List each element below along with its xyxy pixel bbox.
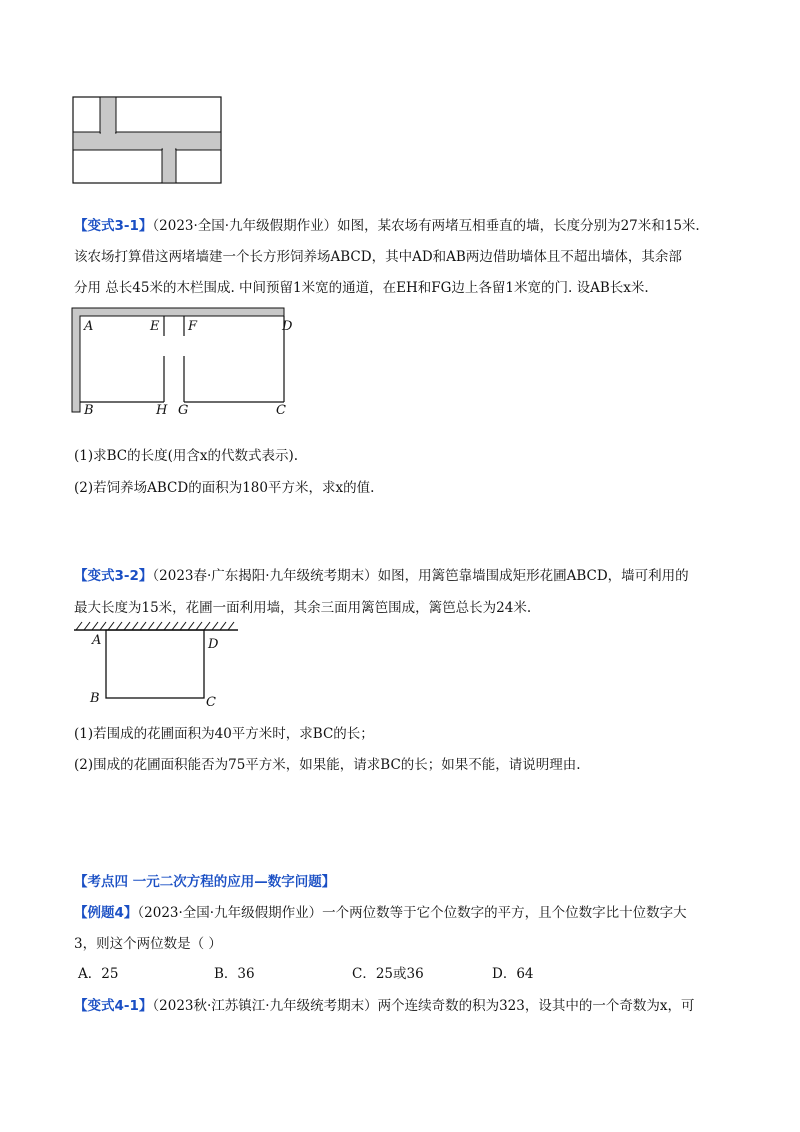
v31-q1: (1)求BC的长度(用含x的代数式表示). [74,448,299,464]
label-C: C [276,403,286,418]
label-E: E [150,319,160,334]
label-C: C [206,695,216,710]
v41-line1: 【变式4-1】（2023秋·江苏镇江·九年级统考期末）两个连续奇数的积为323，设其中的一个奇数为x，可 [74,998,695,1014]
upper-vertical-wall [100,97,116,133]
l-shaped-wall [72,308,284,412]
label-F: F [188,319,198,334]
horizontal-wall [73,132,221,150]
v32-tag: 【变式3-2】 [74,568,153,584]
option-c: C．25或36 [352,966,424,982]
section-heading: 【考点四 一元二次方程的应用—数字问题】 [74,874,336,890]
garden-figure [72,620,242,712]
label-D: D [282,319,293,334]
v31-line2: 该农场打算借这两堵墙建一个长方形饲养场ABCD，其中AD和AB两边借助墙体且不超出墙体，其余部 [74,249,682,265]
label-A: A [84,319,94,334]
v41-tag: 【变式4-1】 [74,998,153,1014]
garden-rect [106,630,204,698]
ex4-line1: 【例题4】（2023·全国·九年级假期作业）一个两位数等于它个位数字的平方，且个位数字比十位数字大 [74,905,687,921]
lower-vertical-wall [162,149,176,183]
v32-line2: 最大长度为15米，花圃一面利用墙，其余三面用篱笆围成，篱笆总长为24米. [74,600,532,616]
label-D: D [208,637,219,652]
v31-line3: 分用 总长45米的木栏围成. 中间预留1米宽的通道，在EH和FG边上各留1米宽的门. 设AB长x米. [74,280,649,296]
label-A: A [92,633,102,648]
v31-tag: 【变式3-1】 [74,218,153,234]
ex4-tag: 【例题4】 [74,905,138,921]
label-B: B [90,691,100,706]
v31-line1: 【变式3-1】（2023·全国·九年级假期作业）如图，某农场有两堵互相垂直的墙，长度分别为27米和15米. [74,218,700,234]
option-d: D．64 [492,966,534,982]
wall-cross-figure [72,96,224,186]
option-b: B．36 [214,966,255,982]
v31-q2: (2)若饲养场ABCD的面积为180平方米，求x的值. [74,480,375,496]
v32-q2: (2)围成的花圃面积能否为75平方米，如果能，请求BC的长；如果不能，请说明理由. [74,757,581,773]
v32-q1: (1)若围成的花圃面积为40平方米时，求BC的长； [74,726,374,742]
farm-figure [70,306,300,418]
v32-line1: 【变式3-2】（2023春·广东揭阳·九年级统考期末）如图，用篱笆靠墙围成矩形花圃ABCD，墙可利用的 [74,568,689,584]
label-G: G [178,403,189,418]
label-H: H [156,403,168,418]
option-a: A．25 [78,966,119,982]
ex4-line2: 3，则这个两位数是（ ） [74,936,222,952]
label-B: B [84,403,94,418]
